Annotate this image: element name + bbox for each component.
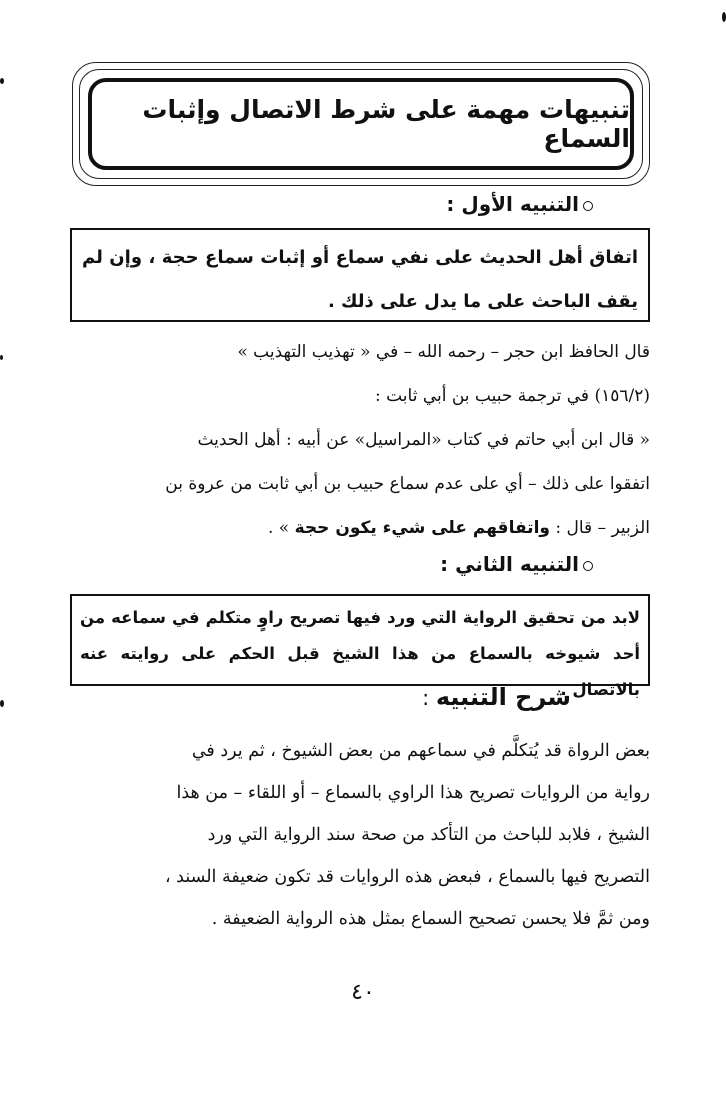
first-notice-rule-box bbox=[70, 228, 650, 322]
explanation-line: رواية من الروايات تصريح هذا الراوي بالسماع – أو اللقاء – من هذا bbox=[176, 783, 650, 803]
quote-emphasis: واتفاقهم على شيء يكون حجة bbox=[294, 518, 550, 538]
quote-last-prefix: الزبير – قال : bbox=[555, 518, 650, 538]
quote-line: « قال ابن أبي حاتم في كتاب «المراسيل» عن أبيه : أهل الحديث bbox=[197, 430, 650, 450]
quote-line: اتفقوا على ذلك – أي على عدم سماع حبيب بن أبي ثابت من عروة بن bbox=[165, 474, 650, 494]
first-notice-heading bbox=[446, 192, 593, 216]
scan-mark-icon bbox=[0, 700, 4, 707]
explanation-heading-colon: : bbox=[422, 686, 430, 710]
quote-line: قال الحافظ ابن حجر – رحمه الله – في « تهذيب التهذيب » bbox=[237, 342, 650, 362]
explanation-heading-text: شرح التنبيه bbox=[435, 683, 571, 711]
first-notice-heading-text: التنبيه الأول : bbox=[446, 192, 579, 216]
quote-line-last bbox=[78, 506, 650, 550]
circle-bullet-icon bbox=[583, 561, 593, 571]
quote-line: (١٥٦/٢) في ترجمة حبيب بن أبي ثابت : bbox=[374, 386, 650, 406]
circle-bullet-icon bbox=[583, 201, 593, 211]
second-notice-heading-text: التنبيه الثاني : bbox=[440, 552, 579, 576]
title-frame bbox=[88, 78, 634, 170]
scan-mark-icon bbox=[722, 12, 726, 22]
explanation-line: التصريح فيها بالسماع ، فبعض هذه الروايات قد تكون ضعيفة السند ، bbox=[164, 867, 650, 887]
page-number: ٤٠ bbox=[351, 980, 375, 1005]
page-title: تنبيهات مهمة على شرط الاتصال وإثبات السماع bbox=[142, 95, 630, 153]
quote-last-suffix: » . bbox=[267, 518, 290, 538]
explanation-heading bbox=[422, 683, 571, 711]
scan-mark-icon bbox=[0, 355, 3, 360]
first-notice-quote bbox=[78, 330, 650, 550]
first-notice-rule-text: اتفاق أهل الحديث على نفي سماع أو إثبات سماع حجة ، وإن لم يقف الباحث على ما يدل على ذلك . bbox=[82, 247, 638, 312]
second-notice-heading bbox=[440, 552, 593, 576]
explanation-line: الشيخ ، فلابد للباحث من التأكد من صحة سند الرواية التي ورد bbox=[207, 825, 650, 845]
scan-mark-icon bbox=[0, 78, 4, 84]
explanation-line: ومن ثمَّ فلا يحسن تصحيح السماع بمثل هذه الرواية الضعيفة . bbox=[211, 909, 650, 929]
explanation-paragraph bbox=[78, 730, 650, 940]
second-notice-rule-text: لابد من تحقيق الرواية التي ورد فيها تصريح راوٍ متكلم في سماعه من أحد شيوخه بالسماع من هذا الشيخ قبل الحكم على روايته عنه بالاتصال . bbox=[80, 608, 640, 699]
explanation-line: بعض الرواة قد يُتكلَّم في سماعهم من بعض الشيوخ ، ثم يرد في bbox=[191, 741, 650, 761]
